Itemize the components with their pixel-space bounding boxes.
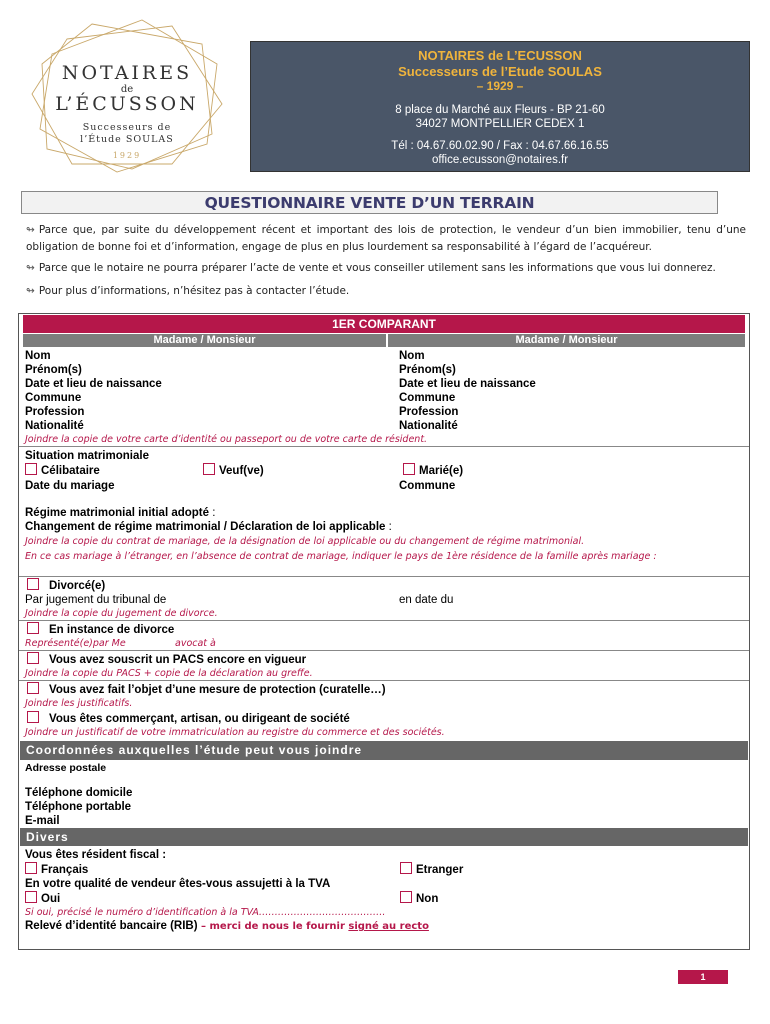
protection-note: Joindre les justificatifs.	[25, 698, 133, 709]
section-1er-comparant: 1ER COMPARANT	[23, 315, 745, 333]
etranger-checkbox[interactable]	[400, 862, 463, 877]
pacs-label: Vous avez souscrit un PACS encore en vigueur	[49, 654, 307, 666]
intro-p3: Pour plus d’informations, n’hésitez pas à contacter l’étude.	[38, 285, 350, 297]
commercant-label: Vous êtes commerçant, artisan, ou dirigeant de société	[49, 713, 350, 725]
veuf-label: Veuf(ve)	[219, 465, 264, 477]
divers-header: Divers	[20, 828, 748, 846]
col-left-header: Madame / Monsieur	[23, 334, 386, 347]
commercant-checkbox[interactable]	[27, 711, 350, 726]
changement-colon: :	[385, 521, 392, 533]
divorce-checkbox[interactable]	[27, 578, 105, 593]
tel-portable-field[interactable]: Téléphone portable	[25, 801, 132, 813]
intro-p1a: Parce que, par suite du développement récent et important des lois de protection, le vendeur d’un bien immobilier, tenu d’une	[38, 224, 746, 236]
header-line-3: – 1929 –	[476, 79, 524, 93]
regime-line[interactable]	[25, 506, 215, 520]
commercant-note: Joindre un justificatif de votre immatriculation au registre du commerce et des sociétés.	[25, 727, 445, 738]
intro-paragraph-1	[26, 222, 746, 256]
id-note: Joindre la copie de votre carte d’identité ou passeport ou de votre carte de résident.	[25, 434, 428, 445]
page-title: QUESTIONNAIRE VENTE D’UN TERRAIN	[21, 191, 718, 214]
divorce-label: Divorcé(e)	[49, 580, 106, 592]
checkbox-icon	[27, 682, 39, 694]
header-email: office.ecusson@notaires.fr	[431, 154, 569, 166]
logo-line-6: 1929	[112, 151, 142, 160]
header-address-2: 34027 MONTPELLIER CEDEX 1	[415, 118, 585, 130]
marie-checkbox[interactable]	[403, 463, 463, 478]
celibataire-checkbox[interactable]	[25, 463, 100, 478]
resident-label: Vous êtes résident fiscal :	[25, 849, 167, 861]
regime-note-1: Joindre la copie du contrat de mariage, de la désignation de loi applicable ou du changement de régime matrimonial.	[25, 536, 585, 547]
arrow-icon: ↬	[26, 224, 35, 236]
arrow-icon: ↬	[26, 262, 35, 274]
intro-paragraph-2	[26, 260, 746, 277]
regime-note-2: En ce cas mariage à l’étranger, en l’absence de contrat de mariage, indiquer le pays de 1ère résidence de la famille après mariage :	[25, 551, 657, 562]
field-nationalite[interactable]: Nationalité	[399, 420, 458, 432]
header-address-1: 8 place du Marché aux Fleurs - BP 21-60	[395, 104, 605, 116]
commune-mariage-label[interactable]: Commune	[399, 480, 456, 492]
divorce-note: Joindre la copie du jugement de divorce.	[25, 608, 218, 619]
field-nationalite[interactable]: Nationalité	[25, 420, 84, 432]
date-mariage-label[interactable]: Date du mariage	[25, 480, 115, 492]
rib-note: – merci de nous le fournir	[197, 921, 349, 932]
checkbox-icon	[25, 862, 37, 874]
field-nom[interactable]: Nom	[399, 350, 425, 362]
checkbox-icon	[400, 891, 412, 903]
rib-line[interactable]	[25, 920, 429, 932]
checkbox-icon	[203, 463, 215, 475]
header-phone: Tél : 04.67.60.02.90 / Fax : 04.67.66.16.55	[391, 140, 609, 152]
col-right-header: Madame / Monsieur	[388, 334, 745, 347]
intro-p1b: obligation de bonne foi et d’information, engage de plus en plus lourdement sa responsabilité à l’égard de l’acquéreur.	[26, 241, 652, 253]
rib-link: signé au recto	[348, 921, 429, 932]
jugement-label[interactable]: Par jugement du tribunal de	[25, 594, 167, 606]
tel-domicile-field[interactable]: Téléphone domicile	[25, 787, 133, 799]
rib-label: Relevé d’identité bancaire (RIB)	[25, 920, 198, 932]
field-prenom[interactable]: Prénom(s)	[399, 364, 456, 376]
field-nom[interactable]: Nom	[25, 350, 51, 362]
checkbox-icon	[400, 862, 412, 874]
protection-checkbox[interactable]	[27, 682, 386, 697]
marie-label: Marié(e)	[419, 465, 464, 477]
represente-note: Représenté(e)par Me	[25, 638, 126, 649]
identity-left	[25, 349, 162, 433]
checkbox-icon	[27, 711, 39, 723]
intro-p2: Parce que le notaire ne pourra préparer l’acte de vente et vous conseiller utilement sans les informations que vous lui donnerez.	[38, 262, 716, 274]
oui-checkbox[interactable]	[25, 891, 60, 906]
checkbox-icon	[27, 578, 39, 590]
field-profession[interactable]: Profession	[25, 406, 85, 418]
arrow-icon: ↬	[26, 285, 35, 297]
situation-label: Situation matrimoniale	[25, 450, 149, 462]
checkbox-icon	[27, 622, 39, 634]
field-profession[interactable]: Profession	[399, 406, 459, 418]
en-date-label[interactable]: en date du	[399, 594, 454, 606]
logo-line-5: l’Étude SOULAS	[80, 134, 174, 145]
francais-checkbox[interactable]	[25, 862, 88, 877]
field-commune[interactable]: Commune	[25, 392, 82, 404]
logo-line-2: de	[120, 84, 134, 95]
checkbox-icon	[403, 463, 415, 475]
logo-line-1: NOTAIRES	[61, 62, 193, 84]
intro-paragraph-3	[26, 283, 746, 300]
coordonnees-header: Coordonnées auxquelles l’étude peut vous joindre	[20, 741, 748, 760]
changement-line[interactable]	[25, 520, 392, 534]
identity-right	[399, 349, 536, 433]
email-field[interactable]: E-mail	[25, 815, 60, 827]
non-checkbox[interactable]	[400, 891, 438, 906]
logo-line-3: L’ÉCUSSON	[55, 93, 199, 115]
checkbox-icon	[27, 652, 39, 664]
field-naissance[interactable]: Date et lieu de naissance	[399, 378, 536, 390]
office-header	[250, 41, 750, 172]
questionnaire-form	[18, 313, 750, 950]
instance-checkbox[interactable]	[27, 622, 174, 637]
francais-label: Français	[41, 864, 89, 876]
tva-label: En votre qualité de vendeur êtes-vous assujetti à la TVA	[25, 878, 331, 890]
regime-colon: :	[209, 507, 216, 519]
celibataire-label: Célibataire	[41, 465, 100, 477]
logo-line-4: Successeurs de	[82, 122, 172, 133]
logo	[22, 14, 232, 174]
header-line-2: Successeurs de l’Etude SOULAS	[398, 64, 602, 79]
changement-label: Changement de régime matrimonial / Déclaration de loi applicable	[25, 521, 386, 533]
regime-label: Régime matrimonial initial adopté	[25, 507, 210, 519]
field-naissance[interactable]: Date et lieu de naissance	[25, 378, 162, 390]
oui-label: Oui	[41, 893, 61, 905]
header-line-1: NOTAIRES de L’ECUSSON	[418, 48, 582, 63]
instance-label: En instance de divorce	[49, 624, 175, 636]
pacs-checkbox[interactable]	[27, 652, 306, 667]
checkbox-icon	[25, 463, 37, 475]
field-prenom[interactable]: Prénom(s)	[25, 364, 82, 376]
protection-label: Vous avez fait l’objet d’une mesure de protection (curatelle…)	[49, 684, 386, 696]
veuf-checkbox[interactable]	[203, 463, 264, 478]
checkbox-icon	[25, 891, 37, 903]
page-number: 1	[678, 970, 728, 984]
non-label: Non	[416, 893, 439, 905]
pacs-note: Joindre la copie du PACS + copie de la déclaration au greffe.	[25, 668, 313, 679]
tva-note: Si oui, précisé le numéro d’identification à la TVA………………………………….	[25, 907, 386, 918]
field-commune[interactable]: Commune	[399, 392, 456, 404]
etranger-label: Etranger	[416, 864, 464, 876]
avocat-note: avocat à	[175, 638, 216, 649]
adresse-field[interactable]: Adresse postale	[25, 762, 107, 774]
